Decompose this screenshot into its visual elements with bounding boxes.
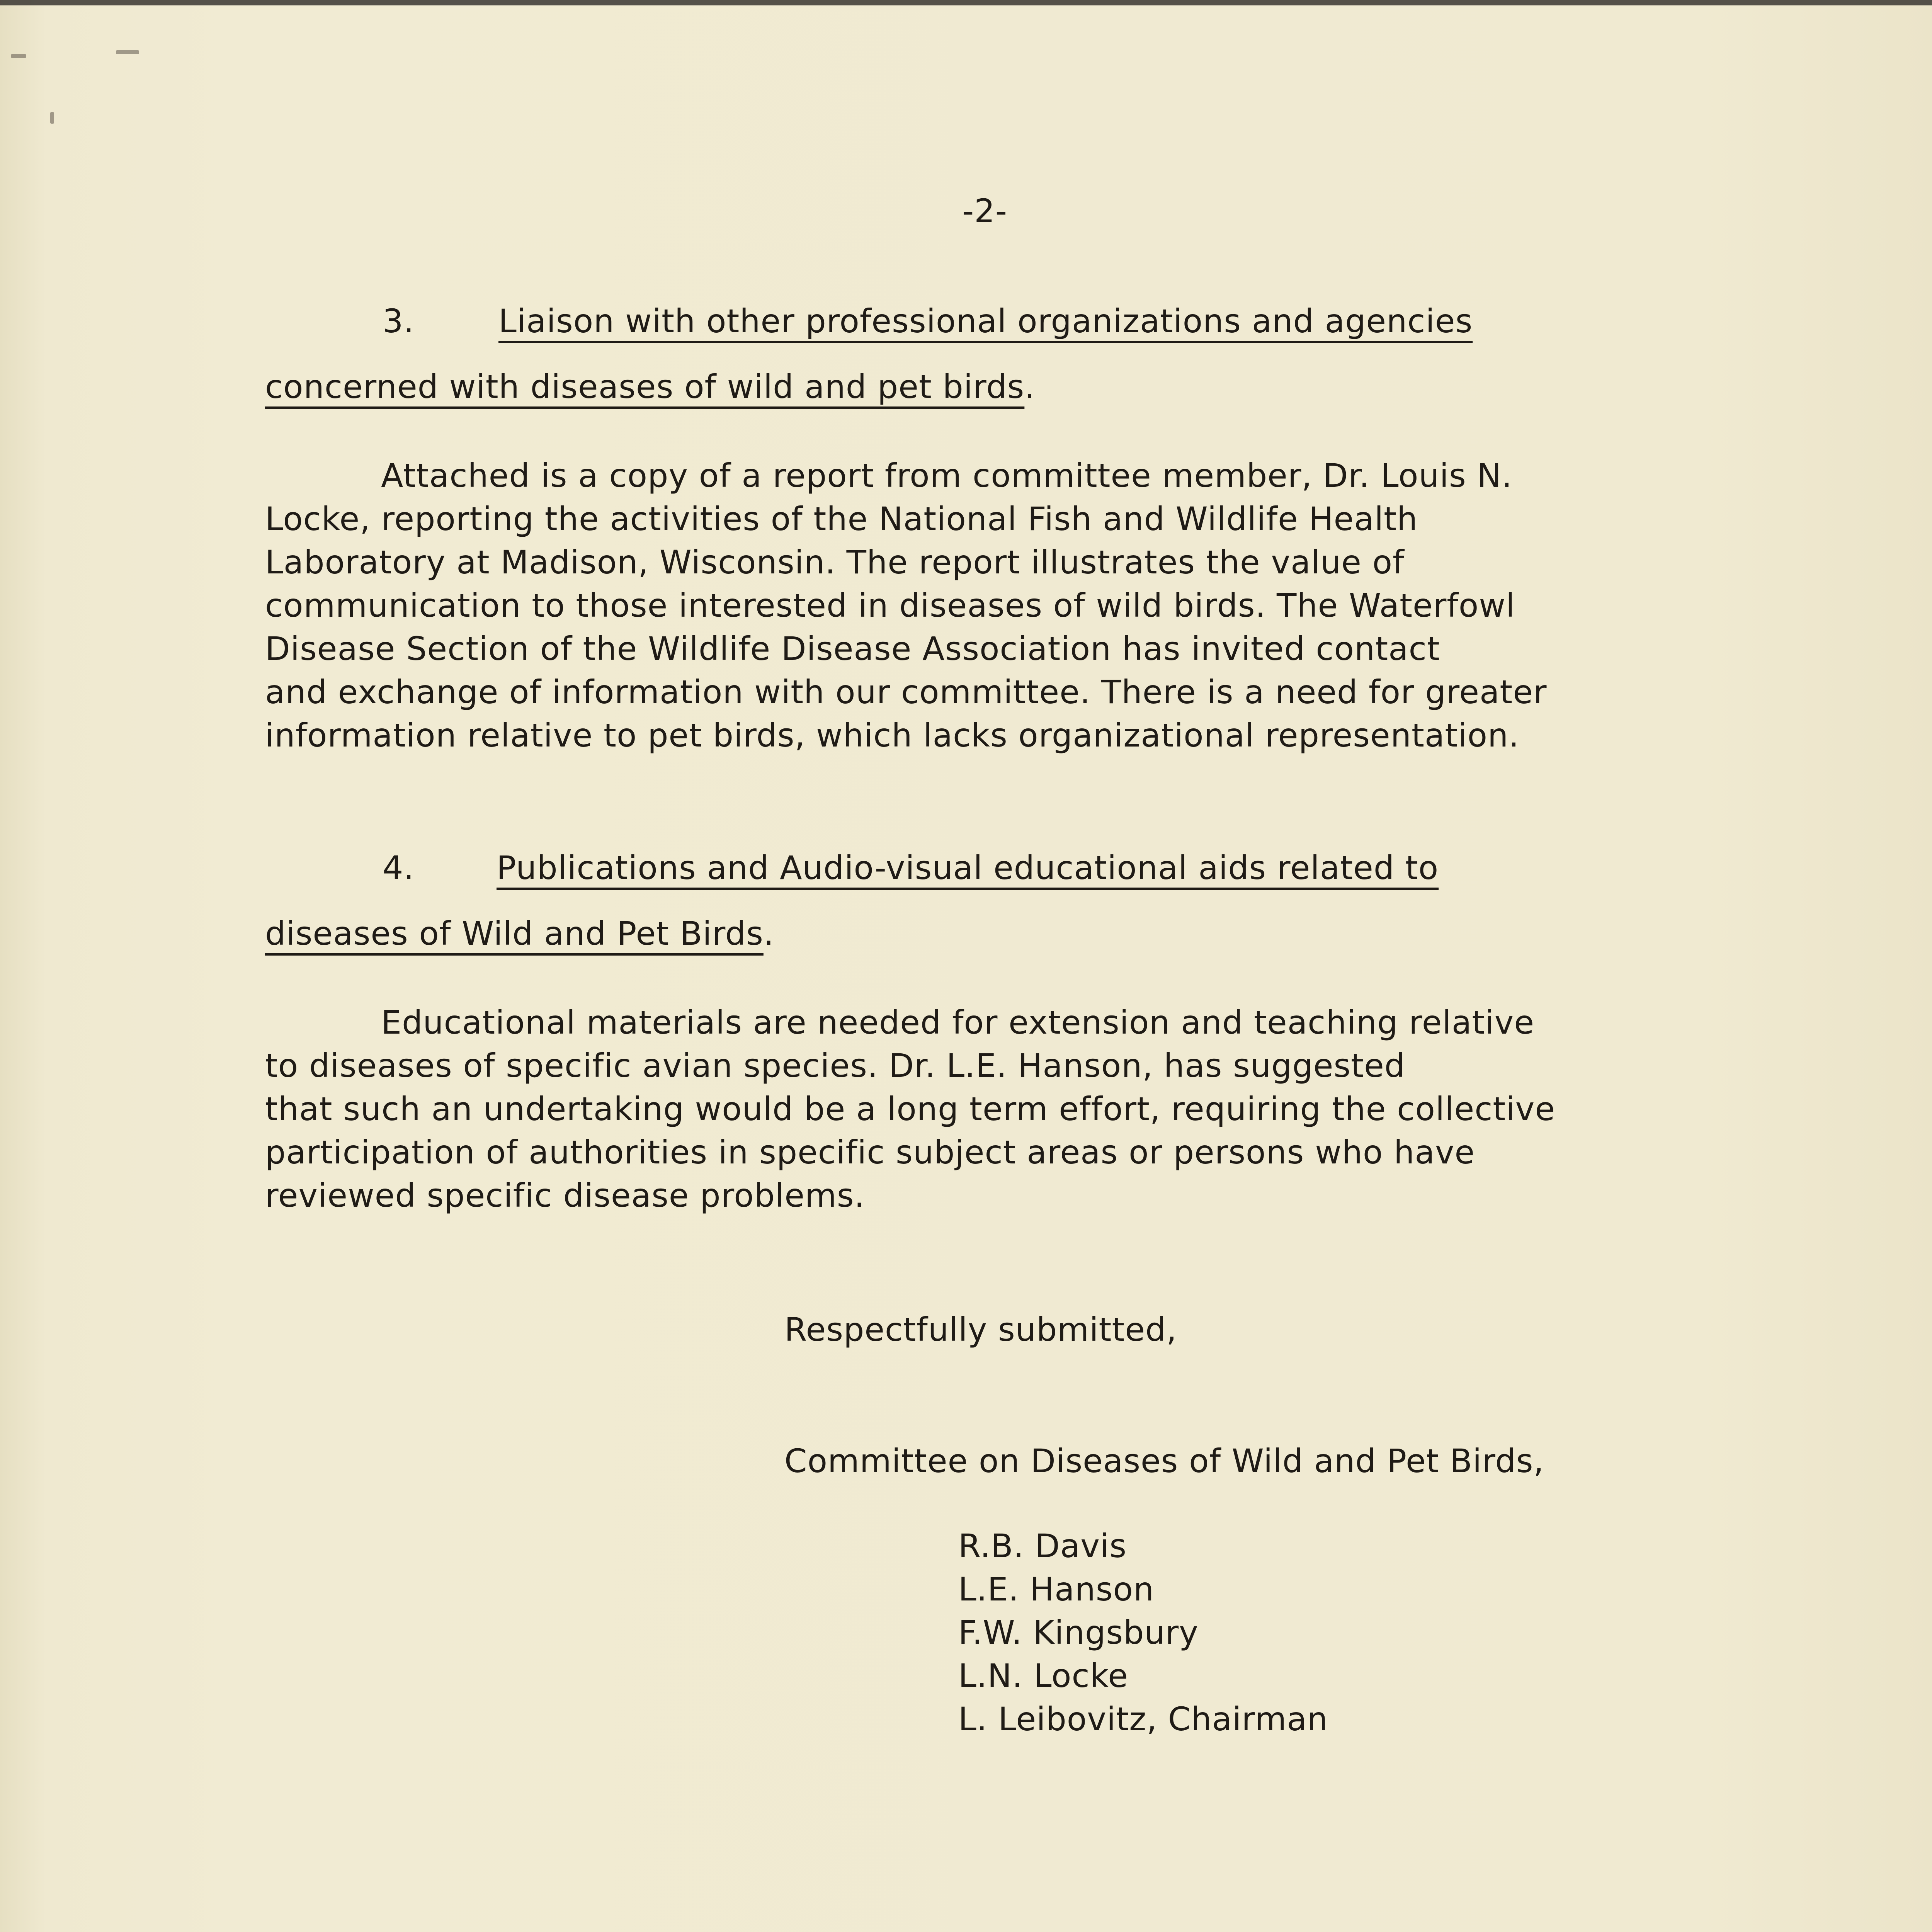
- section3-body-line: and exchange of information with our committee. There is a need for greater: [265, 673, 1547, 711]
- section3-body-line: Locke, reporting the activities of the National Fish and Wildlife Health: [265, 500, 1418, 538]
- signatory: L.E. Hanson: [958, 1570, 1155, 1608]
- section3-number: 3.: [383, 302, 415, 340]
- section3-heading-line2: concerned with diseases of wild and pet birds: [265, 368, 1025, 406]
- scan-speck: [116, 50, 139, 54]
- section4-body-line: Educational materials are needed for extension and teaching relative: [381, 1003, 1535, 1041]
- closing-text: Respectfully submitted,: [784, 1311, 1177, 1349]
- section4-heading-line2-wrap: [265, 912, 774, 955]
- signatory-list: [958, 1524, 1328, 1741]
- page-number: -2-: [962, 192, 1008, 230]
- scan-top-edge: [0, 0, 1932, 5]
- section3-body-line: communication to those interested in diseases of wild birds. The Waterfowl: [265, 587, 1515, 624]
- section4-heading-end: .: [763, 915, 774, 952]
- section3-body: [265, 454, 1547, 757]
- section4-body-line: that such an undertaking would be a long term effort, requiring the collective: [265, 1090, 1556, 1128]
- section4-number: 4.: [383, 849, 415, 887]
- signatory: L. Leibovitz, Chairman: [958, 1700, 1328, 1738]
- section3-body-line: Disease Section of the Wildlife Disease Association has invited contact: [265, 630, 1440, 668]
- section3-body-line: information relative to pet birds, which lacks organizational representation.: [265, 716, 1519, 754]
- committee-name: Committee on Diseases of Wild and Pet Birds,: [784, 1442, 1544, 1480]
- scan-speck: [50, 112, 54, 124]
- section3-heading-line2-wrap: [265, 365, 1035, 408]
- section3-body-line: Laboratory at Madison, Wisconsin. The report illustrates the value of: [265, 543, 1405, 581]
- scan-speck: [11, 54, 26, 58]
- section3-heading-end: .: [1024, 368, 1036, 406]
- section3-body-line: Attached is a copy of a report from committee member, Dr. Louis N.: [381, 457, 1512, 495]
- section4-body-line: participation of authorities in specific subject areas or persons who have: [265, 1133, 1475, 1171]
- section4-body: [265, 1001, 1555, 1217]
- signatory: L.N. Locke: [958, 1657, 1128, 1695]
- signatory: F.W. Kingsbury: [958, 1614, 1199, 1651]
- section3-heading-line1: Liaison with other professional organizations and agencies: [498, 302, 1473, 340]
- section4-heading-line2: diseases of Wild and Pet Birds: [265, 915, 764, 952]
- section4-heading-line1: Publications and Audio-visual educational aids related to: [497, 849, 1439, 887]
- signatory: R.B. Davis: [958, 1527, 1127, 1565]
- section4-body-line: to diseases of specific avian species. Dr. L.E. Hanson, has suggested: [265, 1047, 1406, 1085]
- section4-body-line: reviewed specific disease problems.: [265, 1177, 865, 1214]
